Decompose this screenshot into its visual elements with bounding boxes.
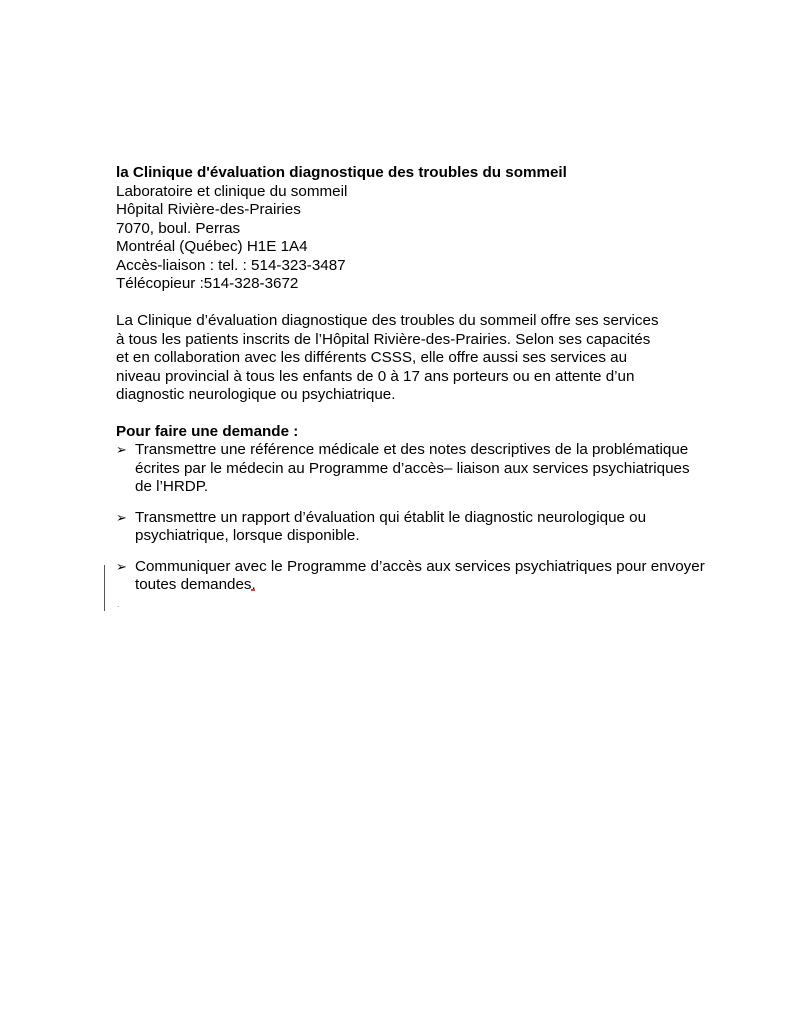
description-line: et en collaboration avec les différents CSSS, elle offre aussi ses services au (116, 349, 628, 366)
fax-line: Télécopieur :514-328-3672 (116, 275, 299, 292)
clinic-title: la Clinique d'évaluation diagnostique des troubles du sommeil (116, 164, 567, 181)
description-paragraph (116, 312, 756, 405)
list-item-line: Communiquer avec le Programme d’accès aux services psychiatriques pour envoyer (135, 557, 705, 575)
description-line: niveau provincial à tous les enfants de 0 à 17 ans porteurs ou en attente d’un (116, 367, 635, 385)
list-item-line (135, 576, 756, 595)
list-item (116, 441, 756, 497)
description-line: diagnostic neurologique ou psychiatrique. (116, 386, 396, 403)
request-section-title: Pour faire une demande : (116, 422, 299, 440)
address-line: 7070, boul. Perras (116, 219, 241, 237)
list-item (116, 558, 756, 595)
description-line: La Clinique d’évaluation diagnostique des troubles du sommeil offre ses services (116, 312, 659, 329)
arrow-bullet-icon: ➢ (116, 442, 127, 457)
list-item-line: écrites par le médecin au Programme d’accès– liaison aux services psychiatriques (135, 459, 690, 477)
list-item-line: Transmettre un rapport d’évaluation qui établit le diagnostic neurologique ou (135, 508, 647, 526)
revision-change-bar (104, 565, 105, 611)
document-body (116, 164, 756, 607)
address-line: Laboratoire et clinique du sommeil (116, 182, 348, 200)
arrow-bullet-icon: ➢ (116, 509, 127, 525)
phone-line: Accès-liaison : tel. : 514-323-3487 (116, 256, 346, 274)
list-item-line: de l’HRDP. (135, 478, 209, 495)
list-item-line: psychiatrique, lorsque disponible. (135, 527, 360, 544)
clinic-address (116, 183, 756, 294)
list-item-text: toutes demandes (135, 576, 252, 593)
address-line: Hôpital Rivière-des-Prairies (116, 201, 301, 218)
list-item (116, 509, 756, 546)
list-item-line: Transmettre une référence médicale et des notes descriptives de la problématique (135, 441, 689, 458)
request-steps-list (116, 441, 756, 595)
arrow-bullet-icon: ➢ (116, 558, 127, 574)
tracked-change-mark: . (251, 576, 256, 593)
description-line: à tous les patients inscrits de l’Hôpital Rivière-des-Prairies. Selon ses capacités (116, 330, 651, 348)
stray-mark: . (117, 600, 120, 609)
address-line: Montréal (Québec) H1E 1A4 (116, 238, 308, 255)
